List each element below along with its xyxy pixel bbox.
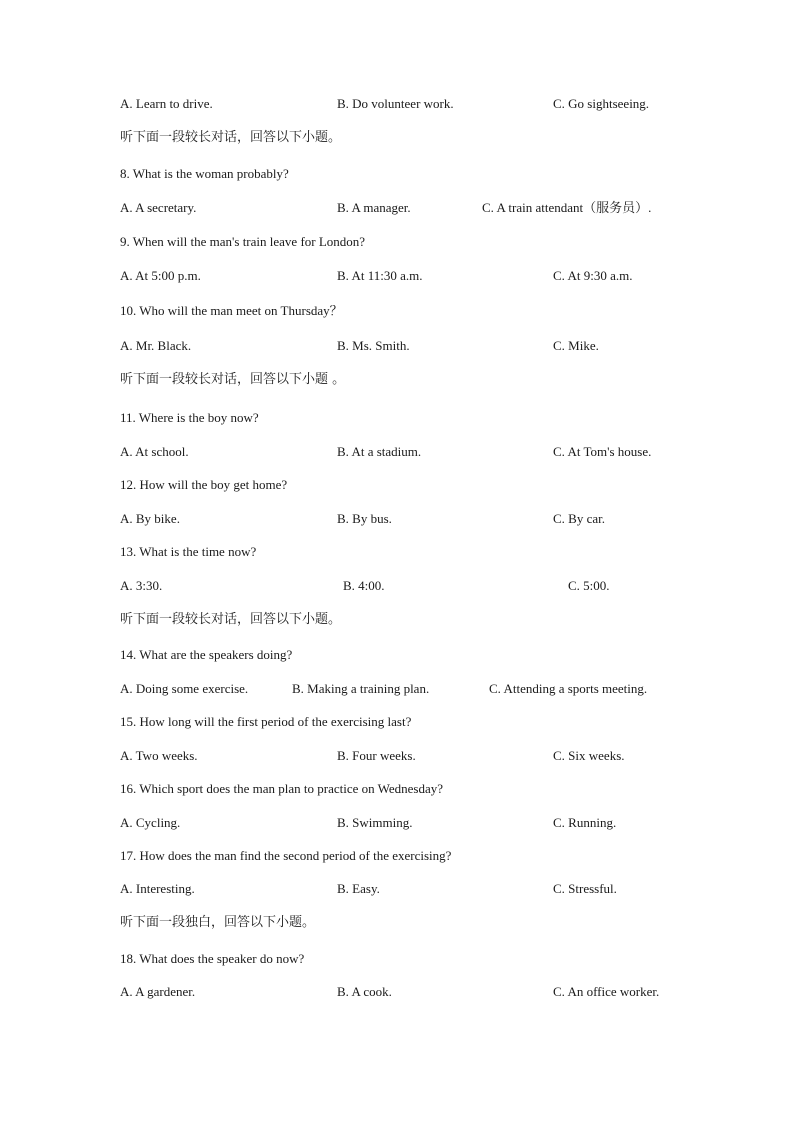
q18-option-b: B. A cook. [337,984,392,999]
question-11: 11. Where is the boy now? [120,410,259,425]
q16-option-c: C. Running. [553,815,617,830]
q16-option-b: B. Swimming. [337,815,413,830]
q10-option-c: C. Mike. [553,338,599,353]
q17-option-c: C. Stressful. [553,881,617,896]
question-12: 12. How will the boy get home? [120,477,288,492]
question-15: 15. How long will the first period of the exercising last? [120,714,412,729]
q13-option-a: A. 3:30. [120,578,163,593]
q10-option-a: A. Mr. Black. [120,338,192,353]
q15-option-b: B. Four weeks. [337,748,416,763]
q11-option-c: C. At Tom's house. [553,444,652,459]
q18-option-c: C. An office worker. [553,984,660,999]
q12-option-c: C. By car. [553,511,605,526]
q11-option-a: A. At school. [120,444,189,459]
question-10: 10. Who will the man meet on Thursday？ [120,303,343,318]
q8-option-a: A. A secretary. [120,200,197,215]
question-14: 14. What are the speakers doing? [120,647,293,662]
q16-option-a: A. Cycling. [120,815,181,830]
q13-option-c: C. 5:00. [568,578,610,593]
q15-option-a: A. Two weeks. [120,748,198,763]
q7-option-c: C. Go sightseeing. [553,96,650,111]
q14-option-c: C. Attending a sports meeting. [489,681,648,696]
q12-option-a: A. By bike. [120,511,180,526]
q12-option-b: B. By bus. [337,511,392,526]
section-heading-3: 听下面一段较长对话，回答以下小题。 [120,612,342,627]
q8-option-c: C. A train attendant（服务员）. [482,200,652,215]
q11-option-b: B. At a stadium. [337,444,422,459]
q15-option-c: C. Six weeks. [553,748,625,763]
q17-option-b: B. Easy. [337,881,380,896]
q8-option-b: B. A manager. [337,200,411,215]
section-heading-2: 听下面一段较长对话，回答以下小题 。 [120,372,346,387]
q13-option-b: B. 4:00. [343,578,385,593]
question-16: 16. Which sport does the man plan to practice on Wednesday? [120,781,444,796]
q17-option-a: A. Interesting. [120,881,195,896]
question-8: 8. What is the woman probably? [120,166,289,181]
q9-option-c: C. At 9:30 a.m. [553,268,633,283]
q9-option-b: B. At 11:30 a.m. [337,268,423,283]
q14-option-a: A. Doing some exercise. [120,681,249,696]
q7-option-b: B. Do volunteer work. [337,96,454,111]
q18-option-a: A. A gardener. [120,984,196,999]
question-9: 9. When will the man's train leave for London? [120,234,366,249]
question-18: 18. What does the speaker do now? [120,951,305,966]
question-13: 13. What is the time now? [120,544,257,559]
question-17: 17. How does the man find the second period of the exercising? [120,848,452,863]
q7-option-a: A. Learn to drive. [120,96,213,111]
section-heading-1: 听下面一段较长对话，回答以下小题。 [120,130,342,145]
q14-option-b: B. Making a training plan. [292,681,430,696]
section-heading-4: 听下面一段独白，回答以下小题。 [120,915,316,930]
q10-option-b: B. Ms. Smith. [337,338,410,353]
q9-option-a: A. At 5:00 p.m. [120,268,201,283]
